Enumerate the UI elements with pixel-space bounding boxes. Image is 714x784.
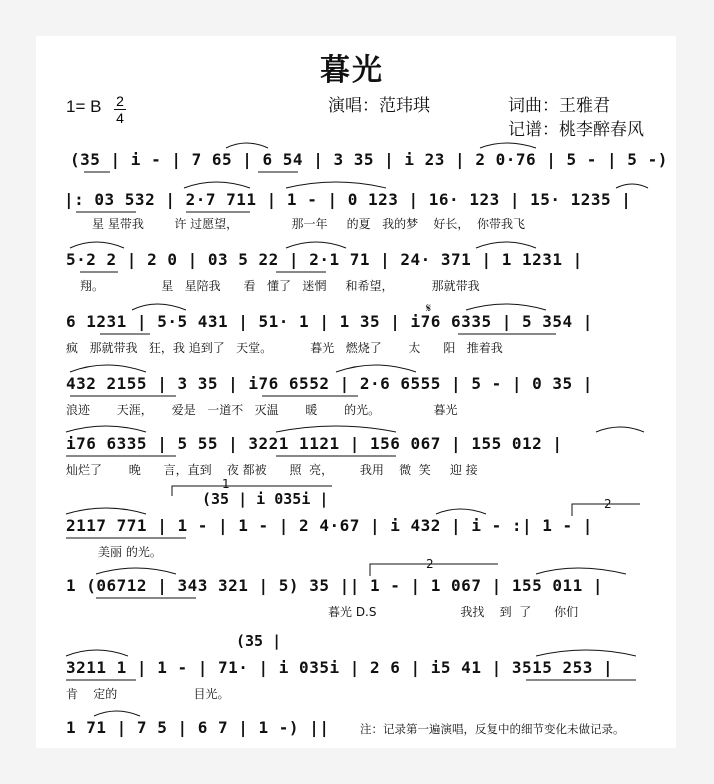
slur (286, 242, 346, 248)
notation-row-7-overlay: (35 | i 035i | (202, 490, 329, 508)
lyrics-row-8: 暮光 D.S 我找 到 了 你们 (328, 605, 579, 619)
notation-row-7: 2117 771 | 1 - | 1 - | 2 4·67 | i 432 | i - :| 1 - | (66, 516, 593, 535)
slur (436, 509, 486, 514)
slur (536, 568, 626, 574)
volta-2-number-b: 2 (426, 557, 434, 571)
notation-row-8: 1 (06712 | 343 321 | 5) 35 || 1 - | 1 067 | 155 011 | (66, 576, 604, 595)
notation-row-6: i76 6335 | 5 55 | 3221 1121 | 156 067 | 155 012 | (66, 434, 563, 453)
singer-credit: 演唱：范玮琪 (328, 96, 430, 116)
slur (70, 365, 146, 372)
slur (70, 242, 124, 248)
slur (132, 304, 186, 310)
volta-2-bracket-a (572, 504, 640, 516)
slur (66, 426, 146, 432)
lyrics-row-6: 灿烂了 晚 言，直到 夜 都被 照 亮， 我用 微 笑 迎 接 (66, 463, 478, 477)
slur (96, 568, 176, 574)
slur (184, 182, 250, 188)
slur (476, 242, 536, 248)
lyrics-row-4: 疯 那就带我 狂，我 追到了 天堂。 暮光 燃烧了 太 阳 推着我 (66, 341, 503, 355)
slur (536, 650, 636, 656)
lyrics-row-7: 美丽 的光。 (98, 545, 162, 559)
lyrics-row-9: 肯 定的 目光。 (66, 687, 230, 701)
notation-row-1: (35 | i - | 7 65 | 6 54 | 3 35 | i 23 | 2 0·76 | 5 - | 5 -) (70, 150, 668, 169)
slur (66, 508, 146, 514)
slur (336, 365, 416, 372)
slur (480, 143, 536, 148)
notation-row-3: 5·2 2 | 2 0 | 03 5 22 | 2·1 71 | 24· 371 | 1 1231 | (66, 250, 583, 269)
slur (286, 182, 386, 188)
lyrics-row-2: 星 星带我 许 过愿望， 那一年 的夏 我的梦 好长， 你带我飞 (92, 217, 525, 231)
lyrics-row-5: 浪迹 天涯， 爱是 一道不 灭温 暖 的光。 暮光 (66, 403, 458, 417)
key-signature: 1= B (66, 97, 102, 116)
notation-row-9: 3211 1 | 1 - | 71· | i 035i | 2 6 | i5 41 | 3515 253 | (66, 658, 614, 677)
volta-2-bracket-b (370, 564, 498, 576)
volta-1-bracket (172, 486, 332, 496)
time-signature-top: 2 (116, 93, 124, 109)
notation-row-10: 1 71 | 7 5 | 6 7 | 1 -) || (66, 718, 330, 737)
slur (66, 650, 128, 656)
notation-row-9-overlay: (35 | (236, 632, 282, 650)
segno-icon: 𝄋 (426, 301, 432, 315)
volta-1-number: 1 (222, 477, 230, 491)
lyrics-row-3: 翔。 星 星陪我 看 懂了 迷惘 和希望， 那就带我 (80, 279, 480, 293)
slur (276, 426, 396, 432)
slur (466, 304, 546, 310)
footnote: 注：记录第一遍演唱，反复中的细节变化未做记录。 (360, 722, 625, 736)
slur (616, 184, 648, 188)
slur (226, 143, 268, 148)
volta-2-number-a: 2 (604, 497, 612, 511)
transcriber-credit: 记谱：桃李醉春风 (508, 120, 644, 140)
slur (94, 711, 140, 716)
time-signature-bottom: 4 (116, 110, 124, 126)
notation-row-2: |: 03 532 | 2·7 711 | 1 - | 0 123 | 16· 123 | 15· 1235 | (64, 190, 632, 209)
song-title: 暮光 (320, 53, 384, 88)
sheet-music (36, 36, 676, 748)
composer-credit: 词曲：王雅君 (508, 96, 610, 116)
notation-marks (36, 36, 676, 748)
notation-row-5: 432 2155 | 3 35 | i76 6552 | 2·6 6555 | 5 - | 0 35 | (66, 374, 593, 393)
slur (596, 427, 644, 432)
notation-row-4: 6 1231 | 5·5 431 | 51· 1 | 1 35 | i76 6335 | 5 354 | (66, 312, 593, 331)
